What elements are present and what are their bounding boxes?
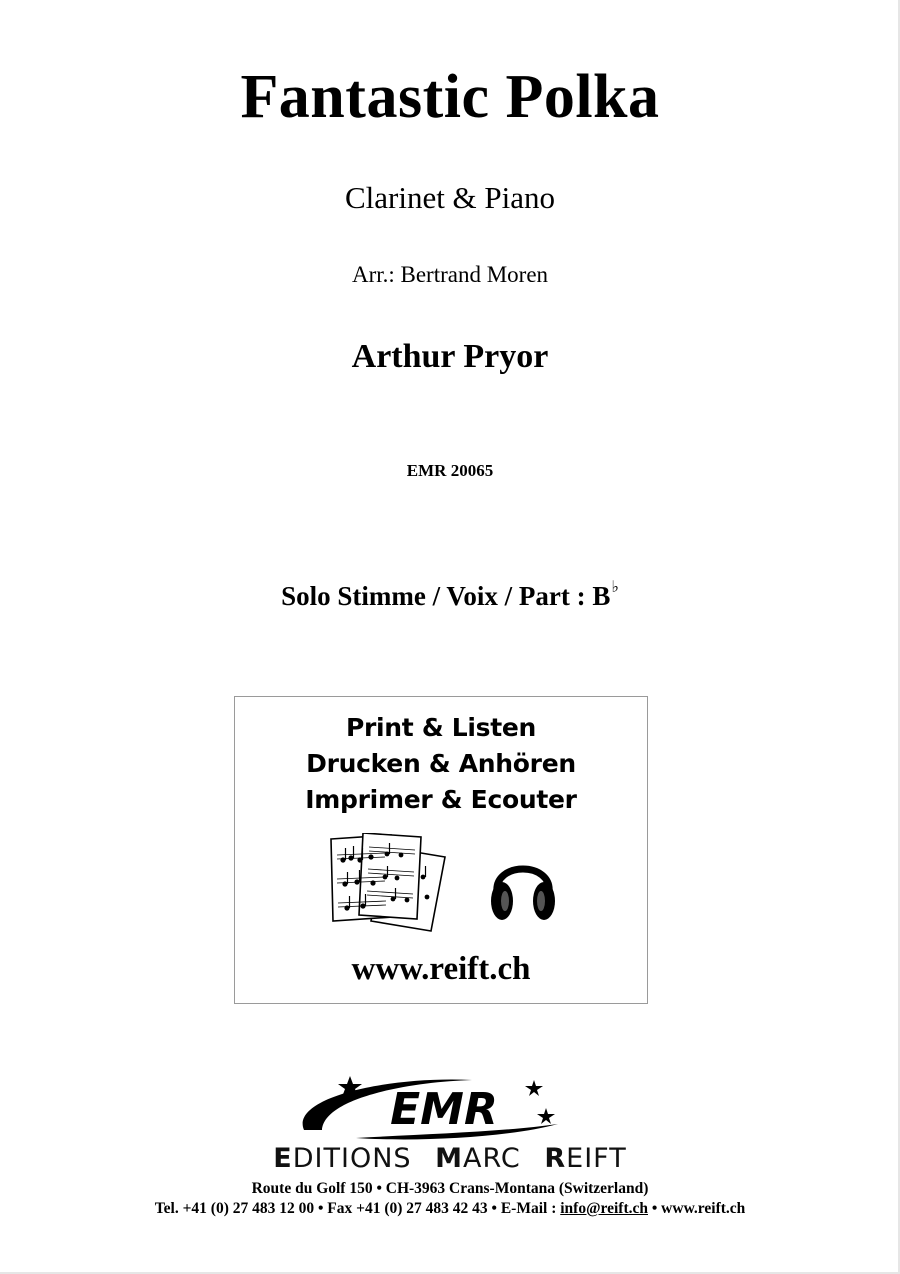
promo-website-link[interactable]: www.reift.ch xyxy=(351,951,531,987)
emr-logo xyxy=(296,1072,586,1142)
score-title: Fantastic Polka xyxy=(240,63,660,131)
catalog-number: EMR 20065 xyxy=(406,461,494,480)
arranger-credit: Arr.: Bertrand Moren xyxy=(351,262,549,287)
instrumentation: Clarinet & Piano xyxy=(344,180,556,215)
logo-text: EMR xyxy=(390,1084,498,1135)
contact-phone-fax: Tel. +41 (0) 27 483 12 00 • Fax +41 (0) 27 483 42 43 • E-Mail : xyxy=(154,1200,561,1217)
part-label xyxy=(0,580,900,612)
sheet-music-icon xyxy=(327,833,455,935)
publisher-name xyxy=(0,1143,900,1174)
flat-symbol: ♭ xyxy=(611,579,619,596)
part-text: Solo Stimme / Voix / Part : B xyxy=(281,581,611,611)
contact-website: • www.reift.ch xyxy=(648,1200,746,1217)
print-listen-box xyxy=(234,696,648,1004)
promo-line-english: Print & Listen xyxy=(345,713,537,742)
publisher-address: Route du Golf 150 • CH-3963 Crans-Montana (Switzerland) xyxy=(251,1180,649,1197)
publisher-word-marc: MARC xyxy=(435,1143,521,1174)
promo-line-german: Drucken & Anhören xyxy=(306,749,576,778)
publisher-word-editions: EDITIONS xyxy=(273,1143,412,1174)
composer-name: Arthur Pryor xyxy=(351,338,549,375)
promo-line-french: Imprimer & Ecouter xyxy=(305,785,577,814)
publisher-contact xyxy=(0,1200,900,1218)
publisher-word-reift: REIFT xyxy=(544,1143,627,1174)
headphones-icon xyxy=(487,847,559,927)
contact-email-link[interactable]: info@reift.ch xyxy=(560,1200,648,1217)
